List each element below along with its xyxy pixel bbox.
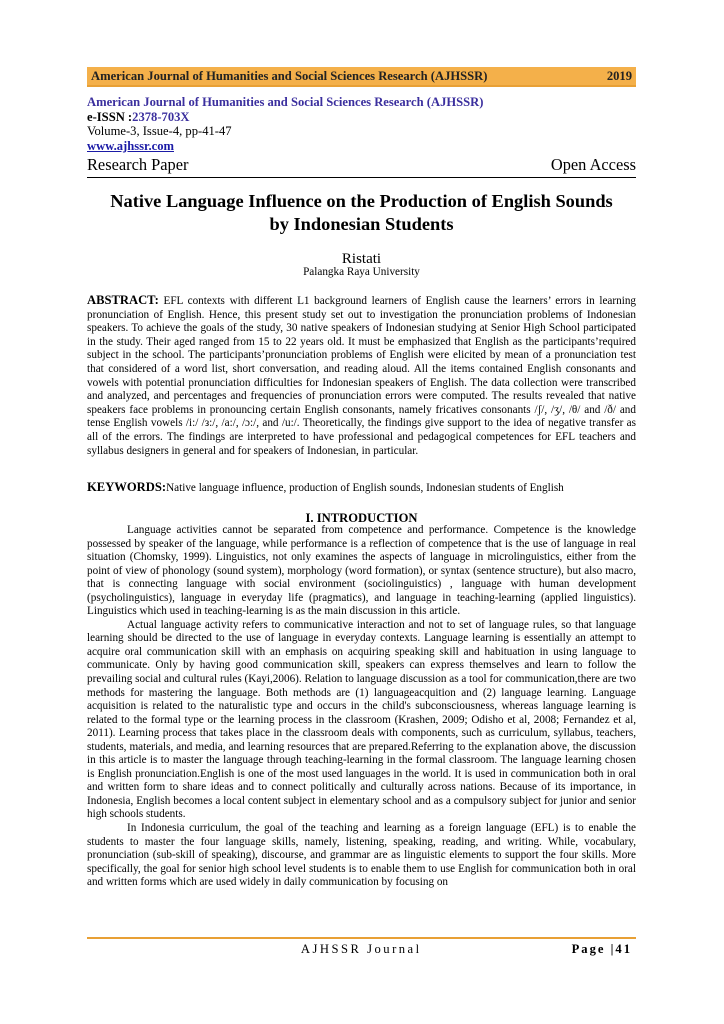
introduction-body bbox=[87, 524, 636, 890]
title-line-1: Native Language Influence on the Production of English Sounds bbox=[110, 191, 613, 211]
abstract-label: ABSTRACT: bbox=[87, 293, 159, 307]
meta-volume: Volume-3, Issue-4, pp-41-47 bbox=[87, 124, 232, 138]
paper-type-row bbox=[87, 156, 636, 178]
issn-label: e-ISSN : bbox=[87, 109, 133, 124]
paragraph: Actual language activity refers to communicative interaction and not to set of language rules, so that language learning should be directed to the use of language in everyday contexts. Language learning is essentially an attempt to acquire oral communication skill with an emphasis on acquiring speaking skill and habituation in using language to communicate. Only by having good communication skill, speakers can express themselves and learn to follow the prevailing social and cultural rules (Kayi,2006). Relation to language discussion as a tool for communication,there are two methods for mastering the language. Both methods are (1) languageacquition and (2) language learning. Language acquisition is related to the naturalistic type and occurs in the child's subconsciousness, whereas language learning is related to the formal type or the learning process in the classroom (Krashen, 2009; Odisho et al, 2008; Fernandez et al, 2011). Learning process that takes place in the classroom deals with components, such as curriculum, syllabus, teachers, students, materials, and media, and learning resources that are prepared.Referring to the explanation above, the discussion in this article is to master the language through teaching-learning in the formal classroom. The language learning chosen is English pronunciation.English is one of the most used languages in the world. It is used in communication both in oral and written form to share ideas and to connect politically and culturally across nations. Because of its importance, in Indonesia, English becomes a local content subject in elementary school and as a compulsory subject for junior and senior high schools students. bbox=[87, 618, 636, 821]
abstract bbox=[87, 294, 636, 458]
paragraph: In Indonesia curriculum, the goal of the teaching and learning as a foreign language (EFL) is to enable the students to master the four language skills, namely, listening, speaking, reading, and writing. While, vocabulary, pronunciation (sub-skill of speaking), discourse, and grammar are as linguistic elements to support the four skills. More specifically, the goal for senior high school level students is to enable them to use English for communication both in oral and written forms which are used widely in daily communication by focusing on bbox=[87, 822, 636, 889]
keywords-text: Native language influence, production of English sounds, Indonesian students of English bbox=[166, 482, 564, 494]
abstract-text: EFL contexts with different L1 background learners of English cause the learners’ errors in learning pronunciation of English. Hence, this present study set out to investigation the pronunciation problems of Indonesian speakers. To achieve the goals of the study, 30 native speakers of Indonesian studying at Senior High School participated in the study. Their aged ranged from 15 to 22 years old. It must be emphasized that English as the participants’required subject in the school. The participants’pronunciation problems of English were elicited by mean of a pronunciation test that considered of a word list, short conversation, and reading aloud. All the items contained English consonants and vowels with potential pronunciation difficulties for Indonesian speakers of English. The data collection were transcribed and analyzed, and percentages and frequencies of pronunciation errors were computed. The results revealed that native speakers face problems in pronouncing certain English consonants, namely fricatives consonants /ʃ/, /ʒ/, /θ/ and /ð/ and tense English vowels /i:/ /з:/, /a:/, /ɔ:/, and /u:/. Theoretically, the findings give support to the idea of negative transfer as all of the errors. The findings are interpreted to have professional and pedagogical competences for EFL teachers and syllabus designers in general and for speakers of Indonesian, in particular. bbox=[87, 295, 637, 457]
section-heading: I. INTRODUCTION bbox=[305, 511, 418, 525]
meta-issn bbox=[87, 110, 636, 125]
page-footer bbox=[87, 937, 636, 959]
author-affiliation: Palangka Raya University bbox=[303, 266, 420, 278]
author-name: Ristati bbox=[341, 251, 382, 267]
issn-number: 2378-703X bbox=[132, 109, 190, 124]
research-paper-label: Research Paper bbox=[87, 155, 189, 174]
page-number: 41 bbox=[615, 941, 632, 956]
title-line-2: by Indonesian Students bbox=[269, 214, 454, 234]
header-journal-title: American Journal of Humanities and Social Sciences Research (AJHSSR) bbox=[91, 68, 488, 83]
keywords-label: KEYWORDS: bbox=[87, 480, 167, 494]
paragraph: Language activities cannot be separated from competence and performance. Competence is the knowledge possessed by speaker of the language, while performance is a reflection of competence that is the use of language in real situation (Chomsky, 1999). Linguistics, not only examines the aspects of language in microlinguistics, either from the point of view of phonology (sound system), morphology (word formation), or syntax (sentence structure), but also macro, that is connecting language with social environment (sociolinguistics) , language with human development (psycholinguistics), language in everyday life (pragmatics), and language in teaching-learning (applied linguistics). Linguistics which used in teaching-learning is as the main discussion in this article. bbox=[87, 524, 636, 618]
keywords bbox=[87, 481, 636, 496]
publication-meta bbox=[87, 95, 636, 153]
footer-journal: AJHSSR Journal bbox=[300, 941, 422, 956]
meta-journal-title: American Journal of Humanities and Social Sciences Research (AJHSSR) bbox=[87, 95, 484, 109]
journal-header-bar bbox=[87, 67, 636, 87]
website-link[interactable]: www.ajhssr.com bbox=[87, 138, 174, 153]
page-label: Page | bbox=[571, 941, 616, 956]
paper-title bbox=[87, 190, 636, 236]
open-access-label: Open Access bbox=[550, 155, 636, 174]
page-number-block bbox=[572, 942, 632, 957]
header-year: 2019 bbox=[606, 68, 632, 83]
